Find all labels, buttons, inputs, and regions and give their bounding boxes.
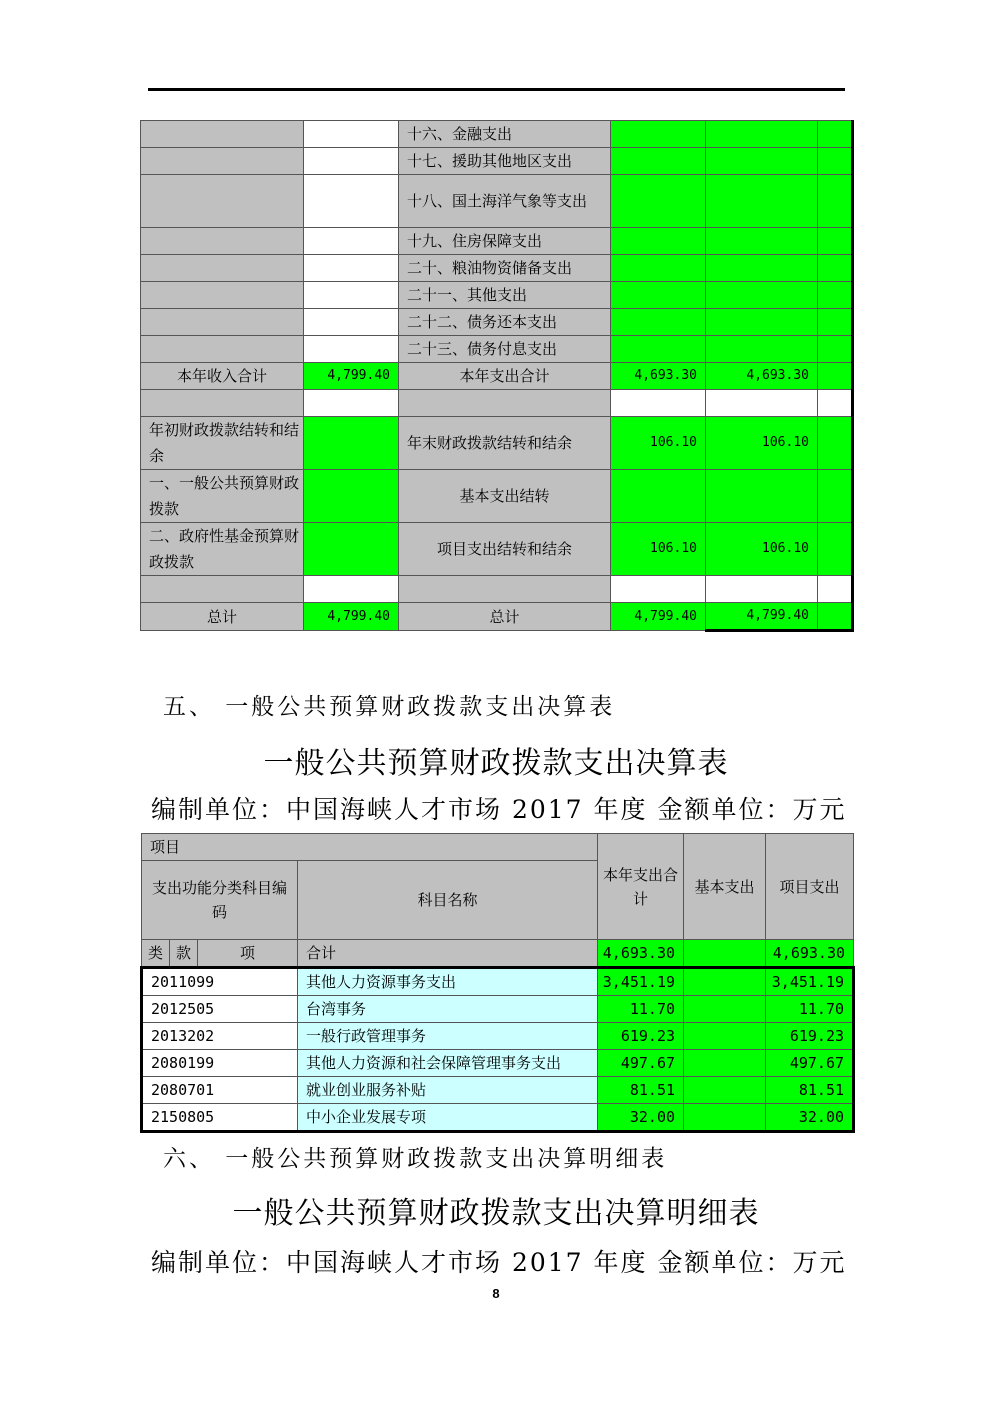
expense-table (140, 833, 855, 1133)
row-code: 2150805 (142, 1104, 298, 1132)
header-project: 项目 (142, 834, 598, 861)
row-total: 619.23 (598, 1023, 684, 1050)
basic-carry-label: 基本支出结转 (399, 470, 611, 523)
header-lei: 类 (142, 940, 170, 968)
row-code: 2080701 (142, 1077, 298, 1104)
row-name: 其他人力资源事务支出 (298, 968, 598, 996)
header-project-expense: 项目支出 (766, 834, 854, 940)
grand-total-row (141, 603, 853, 631)
expense-item-label: 二十三、债务付息支出 (399, 336, 611, 363)
header-total: 本年支出合计 (598, 834, 684, 940)
table-row (141, 255, 853, 282)
income-total-row (141, 363, 853, 390)
carry-row (141, 523, 853, 576)
carry-in-label: 年初财政拨款结转和结余 (141, 417, 304, 470)
table-row (141, 576, 853, 603)
grand-total-label: 总计 (399, 603, 611, 631)
project-carry-label: 项目支出结转和结余 (399, 523, 611, 576)
row-basic (684, 1050, 766, 1077)
row-total: 3,451.19 (598, 968, 684, 996)
row-name: 台湾事务 (298, 996, 598, 1023)
expense-item-label: 二十二、债务还本支出 (399, 309, 611, 336)
row-project: 11.70 (766, 996, 854, 1023)
gov-fund-label: 二、政府性基金预算财政拨款 (141, 523, 304, 576)
row-total: 81.51 (598, 1077, 684, 1104)
header-kuan: 款 (170, 940, 198, 968)
table-row (142, 1104, 854, 1132)
row-name: 中小企业发展专项 (298, 1104, 598, 1132)
header-name: 科目名称 (298, 861, 598, 940)
expense-item-label: 二十、粮油物资储备支出 (399, 255, 611, 282)
table-row (142, 968, 854, 996)
row-basic (684, 1104, 766, 1132)
unit-line: 编制单位：中国海峡人才市场 2017 年度 金额单位：万元 (151, 1248, 847, 1277)
page-number: 8 (492, 1286, 500, 1301)
row-basic (684, 1023, 766, 1050)
header-basic: 基本支出 (684, 834, 766, 940)
row-project: 81.51 (766, 1077, 854, 1104)
row-total: 497.67 (598, 1050, 684, 1077)
expense-total-label: 本年支出合计 (399, 363, 611, 390)
income-total-label: 本年收入合计 (141, 363, 304, 390)
carry-out-label: 年末财政拨款结转和结余 (399, 417, 611, 470)
grand-total-value: 4,799.40 (304, 603, 399, 631)
table-row (141, 309, 853, 336)
expense-total-value: 4,693.30 (611, 363, 706, 390)
table-row (141, 121, 853, 148)
expense-total-value: 4,693.30 (706, 363, 818, 390)
table-row (142, 1077, 854, 1104)
sum-basic (684, 940, 766, 968)
sum-project: 4,693.30 (766, 940, 854, 968)
expense-item-label: 十九、住房保障支出 (399, 228, 611, 255)
carry-out-value: 106.10 (611, 417, 706, 470)
expense-item-label: 十六、金融支出 (399, 121, 611, 148)
table-row (141, 148, 853, 175)
row-project: 497.67 (766, 1050, 854, 1077)
row-project: 619.23 (766, 1023, 854, 1050)
row-code: 2013202 (142, 1023, 298, 1050)
carry-row (141, 417, 853, 470)
carry-row (141, 470, 853, 523)
income-expense-table (140, 120, 854, 632)
row-basic (684, 996, 766, 1023)
expense-item-label: 十七、援助其他地区支出 (399, 148, 611, 175)
row-total: 11.70 (598, 996, 684, 1023)
row-total: 32.00 (598, 1104, 684, 1132)
row-code: 2080199 (142, 1050, 298, 1077)
expense-item-label: 十八、国土海洋气象等支出 (399, 175, 611, 228)
table-row (141, 390, 853, 417)
header-xiang: 项 (198, 940, 298, 968)
unit-line: 编制单位：中国海峡人才市场 2017 年度 金额单位：万元 (151, 795, 847, 824)
project-carry-value: 106.10 (611, 523, 706, 576)
section-heading: 五、 一般公共预算财政拨款支出决算表 (163, 694, 616, 720)
row-name: 一般行政管理事务 (298, 1023, 598, 1050)
carry-out-value: 106.10 (706, 417, 818, 470)
row-basic (684, 1077, 766, 1104)
table-title: 一般公共预算财政拨款支出决算表 (263, 746, 729, 781)
row-project: 32.00 (766, 1104, 854, 1132)
sum-total: 4,693.30 (598, 940, 684, 968)
row-name: 其他人力资源和社会保障管理事务支出 (298, 1050, 598, 1077)
income-total-value: 4,799.40 (304, 363, 399, 390)
row-project: 3,451.19 (766, 968, 854, 996)
table-row (141, 175, 853, 228)
row-basic (684, 968, 766, 996)
header-code: 支出功能分类科目编码 (142, 861, 298, 940)
table-row (142, 1050, 854, 1077)
row-name: 就业创业服务补贴 (298, 1077, 598, 1104)
table-row (141, 336, 853, 363)
table-row (142, 996, 854, 1023)
sum-row (142, 940, 854, 968)
row-code: 2012505 (142, 996, 298, 1023)
table-row (141, 282, 853, 309)
section-heading: 六、 一般公共预算财政拨款支出决算明细表 (163, 1146, 668, 1172)
sum-label: 合计 (298, 940, 598, 968)
table-row (142, 1023, 854, 1050)
row-code: 2011099 (142, 968, 298, 996)
project-carry-value: 106.10 (706, 523, 818, 576)
expense-item-label: 二十一、其他支出 (399, 282, 611, 309)
header-row (142, 834, 854, 861)
grand-total-label: 总计 (141, 603, 304, 631)
grand-total-value: 4,799.40 (611, 603, 706, 631)
table-row (141, 228, 853, 255)
grand-total-value: 4,799.40 (706, 603, 818, 631)
header-rule (148, 88, 845, 91)
general-budget-label: 一、一般公共预算财政拨款 (141, 470, 304, 523)
table-title: 一般公共预算财政拨款支出决算明细表 (232, 1196, 760, 1231)
